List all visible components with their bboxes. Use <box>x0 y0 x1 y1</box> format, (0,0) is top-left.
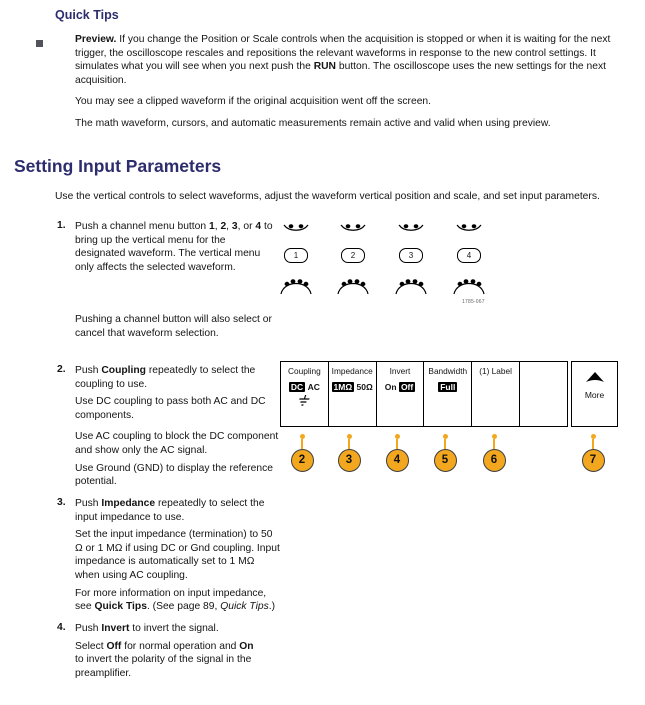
callout-7 <box>581 434 605 472</box>
callout-stem <box>301 439 303 449</box>
callout-stem <box>396 439 398 449</box>
callout-2 <box>290 434 314 472</box>
menu-cell-invert <box>377 362 425 426</box>
impedance-1meg-option: 1MΩ <box>333 382 353 392</box>
channel-4-button: 4 <box>457 248 481 263</box>
impedance-label: Impedance <box>331 366 373 376</box>
step-3-number: 3. <box>57 497 66 508</box>
callout-6 <box>482 434 506 472</box>
vertical-menu-bar <box>280 361 568 427</box>
step-2-dc-paragraph: Use DC coupling to pass both AC and DC components. <box>75 396 266 421</box>
step-1-text: Push a channel menu button 1, 2, 3, or 4 to bring up the vertical menu for the designated waveform. The vertical menu only affects the selected waveform. <box>75 221 273 273</box>
callout-stem <box>592 439 594 449</box>
menu-cell-bandwidth <box>424 362 472 426</box>
clipped-waveform-paragraph: You may see a clipped waveform if the original acquisition went off the screen. <box>75 96 432 107</box>
step-1-followup: Pushing a channel button will also select or cancel that waveform selection. <box>75 314 272 339</box>
step-3 <box>57 497 297 618</box>
step-2 <box>57 364 297 493</box>
step-2-gnd-paragraph: Use Ground (GND) to display the reference potential. <box>75 462 274 488</box>
menu-cell-label <box>472 362 520 426</box>
coupling-label: Coupling <box>288 366 321 376</box>
section-heading: Setting Input Parameters <box>14 156 222 176</box>
step-4-number: 4. <box>57 622 66 633</box>
step-1-number: 1. <box>57 220 66 231</box>
callout-number: 5 <box>434 449 457 472</box>
channel-3-controls <box>393 220 429 296</box>
vertical-scale-knob-icon <box>452 276 486 296</box>
callout-number: 7 <box>582 449 605 472</box>
menu-cell-coupling <box>281 362 329 426</box>
bandwidth-full-option: Full <box>440 382 456 392</box>
vertical-scale-knob-icon <box>394 276 428 296</box>
step-2-ac-paragraph: Use AC coupling to block the DC component and show only the AC signal. <box>75 431 279 456</box>
vertical-scale-knob-icon <box>336 276 370 296</box>
step-3-more-info-paragraph: For more information on input impedance, see Quick Tips. (See page 89, Quick Tips.) <box>75 587 276 613</box>
impedance-50ohm-option: 50Ω <box>356 382 373 392</box>
coupling-dc-option: DC <box>290 382 304 392</box>
callout-5 <box>433 434 457 472</box>
channel-label-label: (1) Label <box>479 366 512 376</box>
vertical-position-knob-icon <box>283 222 309 234</box>
callout-number: 3 <box>338 449 361 472</box>
callout-number: 4 <box>386 449 409 472</box>
callout-stem <box>493 439 495 449</box>
menu-cell-empty <box>520 362 567 426</box>
vertical-position-knob-icon <box>456 222 482 234</box>
more-up-arrow-icon <box>584 371 606 383</box>
step-2-text: Push Coupling repeatedly to select the coupling to use. <box>75 365 256 390</box>
vertical-scale-knob-icon <box>279 276 313 296</box>
preview-bullet-paragraph: Preview. If you change the Position or Scale controls when the acquisition is stopped or when it is waiting for the next trigger, the oscilloscope rescales and repositions the relevant waveforms in response to the new control settings. It simulates what you will see when you next push the RUN button. The oscilloscope uses the new settings for the next acquisition. <box>75 34 611 86</box>
quick-tips-heading: Quick Tips <box>55 8 119 22</box>
invert-label: Invert <box>389 366 411 376</box>
callout-3 <box>337 434 361 472</box>
figure-id-caption: 1785-067 <box>462 299 485 305</box>
step-4-text: Push Invert to invert the signal. <box>75 623 219 634</box>
step-1 <box>57 220 279 278</box>
callout-number: 6 <box>483 449 506 472</box>
channel-4-controls <box>451 220 487 296</box>
step-3-impedance-paragraph: Set the input impedance (termination) to 50 Ω or 1 MΩ if using DC or Gnd coupling. Input impedance is automatically set to 1 MΩ when using AC coupling. <box>75 529 280 581</box>
more-label: More <box>584 390 605 400</box>
channel-1-button: 1 <box>284 248 308 263</box>
channel-2-button: 2 <box>341 248 365 263</box>
ground-symbol-icon <box>296 394 312 408</box>
step-2-number: 2. <box>57 364 66 375</box>
invert-on-option: On <box>384 382 397 392</box>
menu-cell-more <box>571 361 618 427</box>
math-waveform-paragraph: The math waveform, cursors, and automatic measurements remain active and valid when using preview. <box>75 118 551 129</box>
section-intro: Use the vertical controls to select waveforms, adjust the waveform vertical position and scale, and set input parameters. <box>55 191 600 202</box>
callout-4 <box>385 434 409 472</box>
channel-3-button: 3 <box>399 248 423 263</box>
bandwidth-label: Bandwidth <box>428 366 468 376</box>
callout-stem <box>444 439 446 449</box>
vertical-position-knob-icon <box>340 222 366 234</box>
callout-stem <box>348 439 350 449</box>
bullet-square-icon <box>36 40 43 47</box>
channel-2-controls <box>335 220 371 296</box>
step-4 <box>57 622 277 684</box>
menu-cell-impedance <box>329 362 377 426</box>
channel-1-controls <box>278 220 314 296</box>
coupling-ac-option: AC <box>307 382 320 392</box>
vertical-position-knob-icon <box>398 222 424 234</box>
step-3-text: Push Impedance repeatedly to select the input impedance to use. <box>75 498 265 523</box>
callout-number: 2 <box>291 449 314 472</box>
step-4-select-paragraph: Select Off for normal operation and On to invert the polarity of the signal in the preamplifier. <box>75 640 254 679</box>
invert-off-option: Off <box>400 382 414 392</box>
